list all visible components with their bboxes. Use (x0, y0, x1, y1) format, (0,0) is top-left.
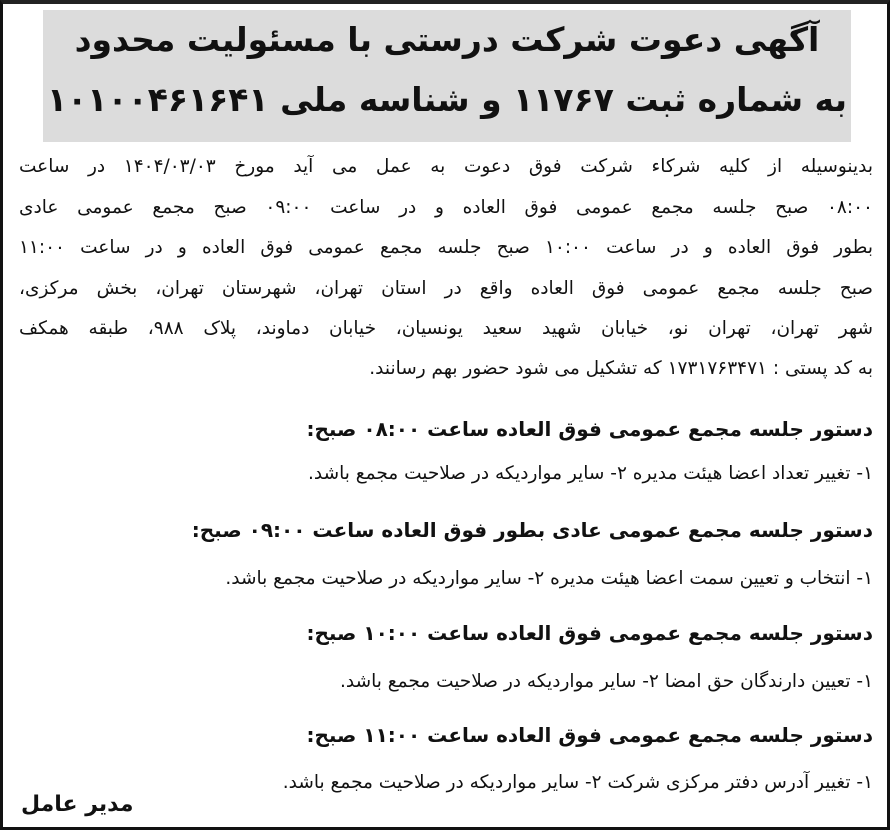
agenda-items: ۱- تغییر تعداد اعضا هیئت مدیره ۲- سایر مواردیکه در صلاحیت مجمع باشد. (308, 463, 873, 484)
body-line: صبح جلسه مجمع عمومی فوق العاده واقع در استان تهران، شهرستان تهران، بخش مرکزی، (19, 278, 873, 299)
notice-title: آگهی دعوت شرکت درستی با مسئولیت محدود (74, 20, 820, 59)
agenda-items: ۱- تغییر آدرس دفتر مرکزی شرکت ۲- سایر مواردیکه در صلاحیت مجمع باشد. (282, 772, 873, 793)
agenda-heading: دستور جلسه مجمع عمومی فوق العاده ساعت ۱۰:۰۰ صبح: (306, 621, 873, 645)
body-line: ۰۸:۰۰ صبح جلسه مجمع عمومی فوق العاده و در ساعت ۰۹:۰۰ صبح مجمع عمومی عادی (19, 197, 873, 218)
body-line: به کد پستی : ۱۷۳۱۷۶۳۴۷۱ که تشکیل می شود حضور بهم رسانند. (369, 358, 873, 379)
agenda-items: ۱- تعیین دارندگان حق امضا ۲- سایر مواردیکه در صلاحیت مجمع باشد. (340, 671, 873, 692)
agenda-items: ۱- انتخاب و تعیین سمت اعضا هیئت مدیره ۲- سایر مواردیکه در صلاحیت مجمع باشد. (225, 568, 873, 589)
agenda-heading: دستور جلسه مجمع عمومی عادی بطور فوق العاده ساعت ۰۹:۰۰ صبح: (191, 518, 873, 542)
agenda-heading: دستور جلسه مجمع عمومی فوق العاده ساعت ۰۸:۰۰ صبح: (306, 417, 873, 441)
body-line: شهر تهران، تهران نو، خیابان شهید سعید یونسیان، خیابان دماوند، پلاک ۹۸۸، طبقه همکف (19, 318, 873, 339)
agenda-heading: دستور جلسه مجمع عمومی فوق العاده ساعت ۱۱:۰۰ صبح: (306, 723, 873, 747)
body-line: بطور فوق العاده و در ساعت ۱۰:۰۰ صبح جلسه مجمع عمومی فوق العاده و در ساعت ۱۱:۰۰ (19, 237, 873, 258)
title-box (43, 10, 851, 142)
signature: مدیر عامل (21, 792, 134, 817)
registration-info: به شماره ثبت ۱۱۷۶۷ و شناسه ملی ۱۰۱۰۰۴۶۱۶۴۱ (47, 80, 847, 119)
body-line: بدینوسیله از کلیه شرکاء شرکت فوق دعوت به عمل می آید مورخ ۱۴۰۴/۰۳/۰۳ در ساعت (19, 156, 873, 177)
